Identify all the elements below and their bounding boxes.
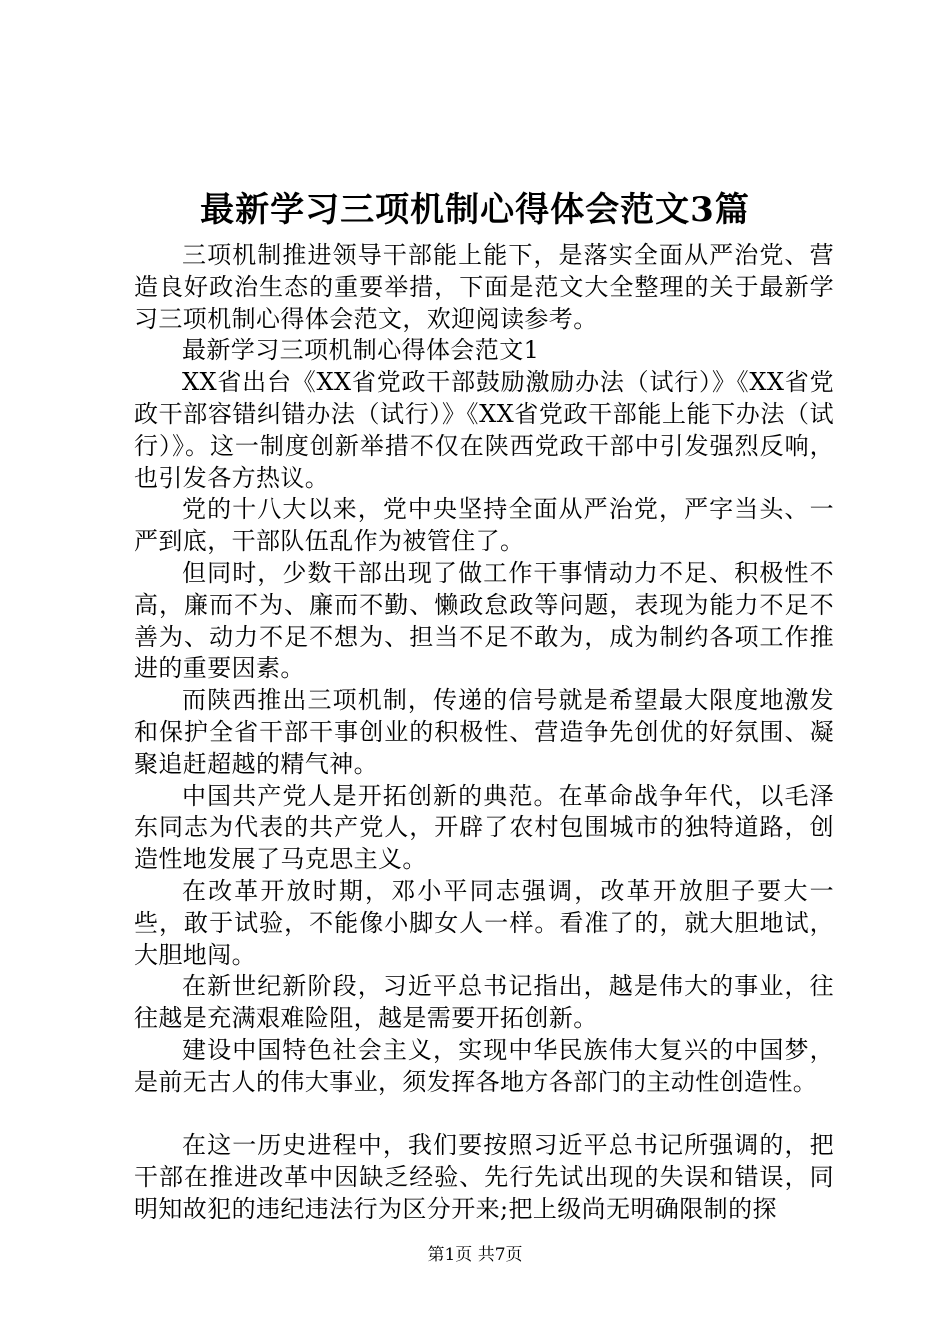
paragraph: 在改革开放时期，邓小平同志强调，改革开放胆子要大一些，敢于试验，不能像小脚女人一样。看准了的，就大胆地试，大胆地闯。	[134, 876, 834, 969]
document-body	[134, 240, 834, 1226]
paragraph: 在新世纪新阶段，习近平总书记指出，越是伟大的事业，往往越是充满艰难险阻，越是需要开拓创新。	[134, 972, 834, 1033]
page-footer: 第1页 共7页	[427, 1245, 523, 1265]
paragraph: XX省出台《XX省党政干部鼓励激励办法（试行）》《XX省党政干部容错纠错办法（试行）》《XX省党政干部能上能下办法（试行）》。这一制度创新举措不仅在陕西党政干部中引发强烈反响，也引发各方热议。	[134, 368, 834, 492]
paragraph-intro: 三项机制推进领导干部能上能下，是落实全面从严治党、营造良好政治生态的重要举措，下面是范文大全整理的关于最新学习三项机制心得体会范文，欢迎阅读参考。	[134, 241, 834, 333]
section-heading: 最新学习三项机制心得体会范文1	[182, 336, 540, 365]
paragraph: 而陕西推出三项机制，传递的信号就是希望最大限度地激发和保护全省干部干事创业的积极性、营造争先创优的好氛围、凝聚追赶超越的精气神。	[134, 686, 834, 778]
paragraph: 建设中国特色社会主义，实现中华民族伟大复兴的中国梦，是前无古人的伟大事业，须发挥各地方各部门的主动性创造性。	[134, 1035, 834, 1096]
paragraph: 在这一历史进程中，我们要按照习近平总书记所强调的，把干部在推进改革中因缺乏经验、先行先试出现的失误和错误，同明知故犯的违纪违法行为区分开来;把上级尚无明确限制的探	[134, 1131, 834, 1223]
paragraph: 中国共产党人是开拓创新的典范。在革命战争年代，以毛泽东同志为代表的共产党人，开辟了农村包围城市的独特道路，创造性地发展了马克思主义。	[134, 781, 834, 874]
paragraph: 党的十八大以来，党中央坚持全面从严治党，严字当头、一严到底，干部队伍乱作为被管住了。	[134, 495, 834, 556]
document-title: 最新学习三项机制心得体会范文3篇	[200, 190, 750, 230]
paragraph: 但同时，少数干部出现了做工作干事情动力不足、积极性不高，廉而不为、廉而不勤、懒政怠政等问题，表现为能力不足不善为、动力不足不想为、担当不足不敢为，成为制约各项工作推进的重要因素。	[134, 558, 834, 683]
